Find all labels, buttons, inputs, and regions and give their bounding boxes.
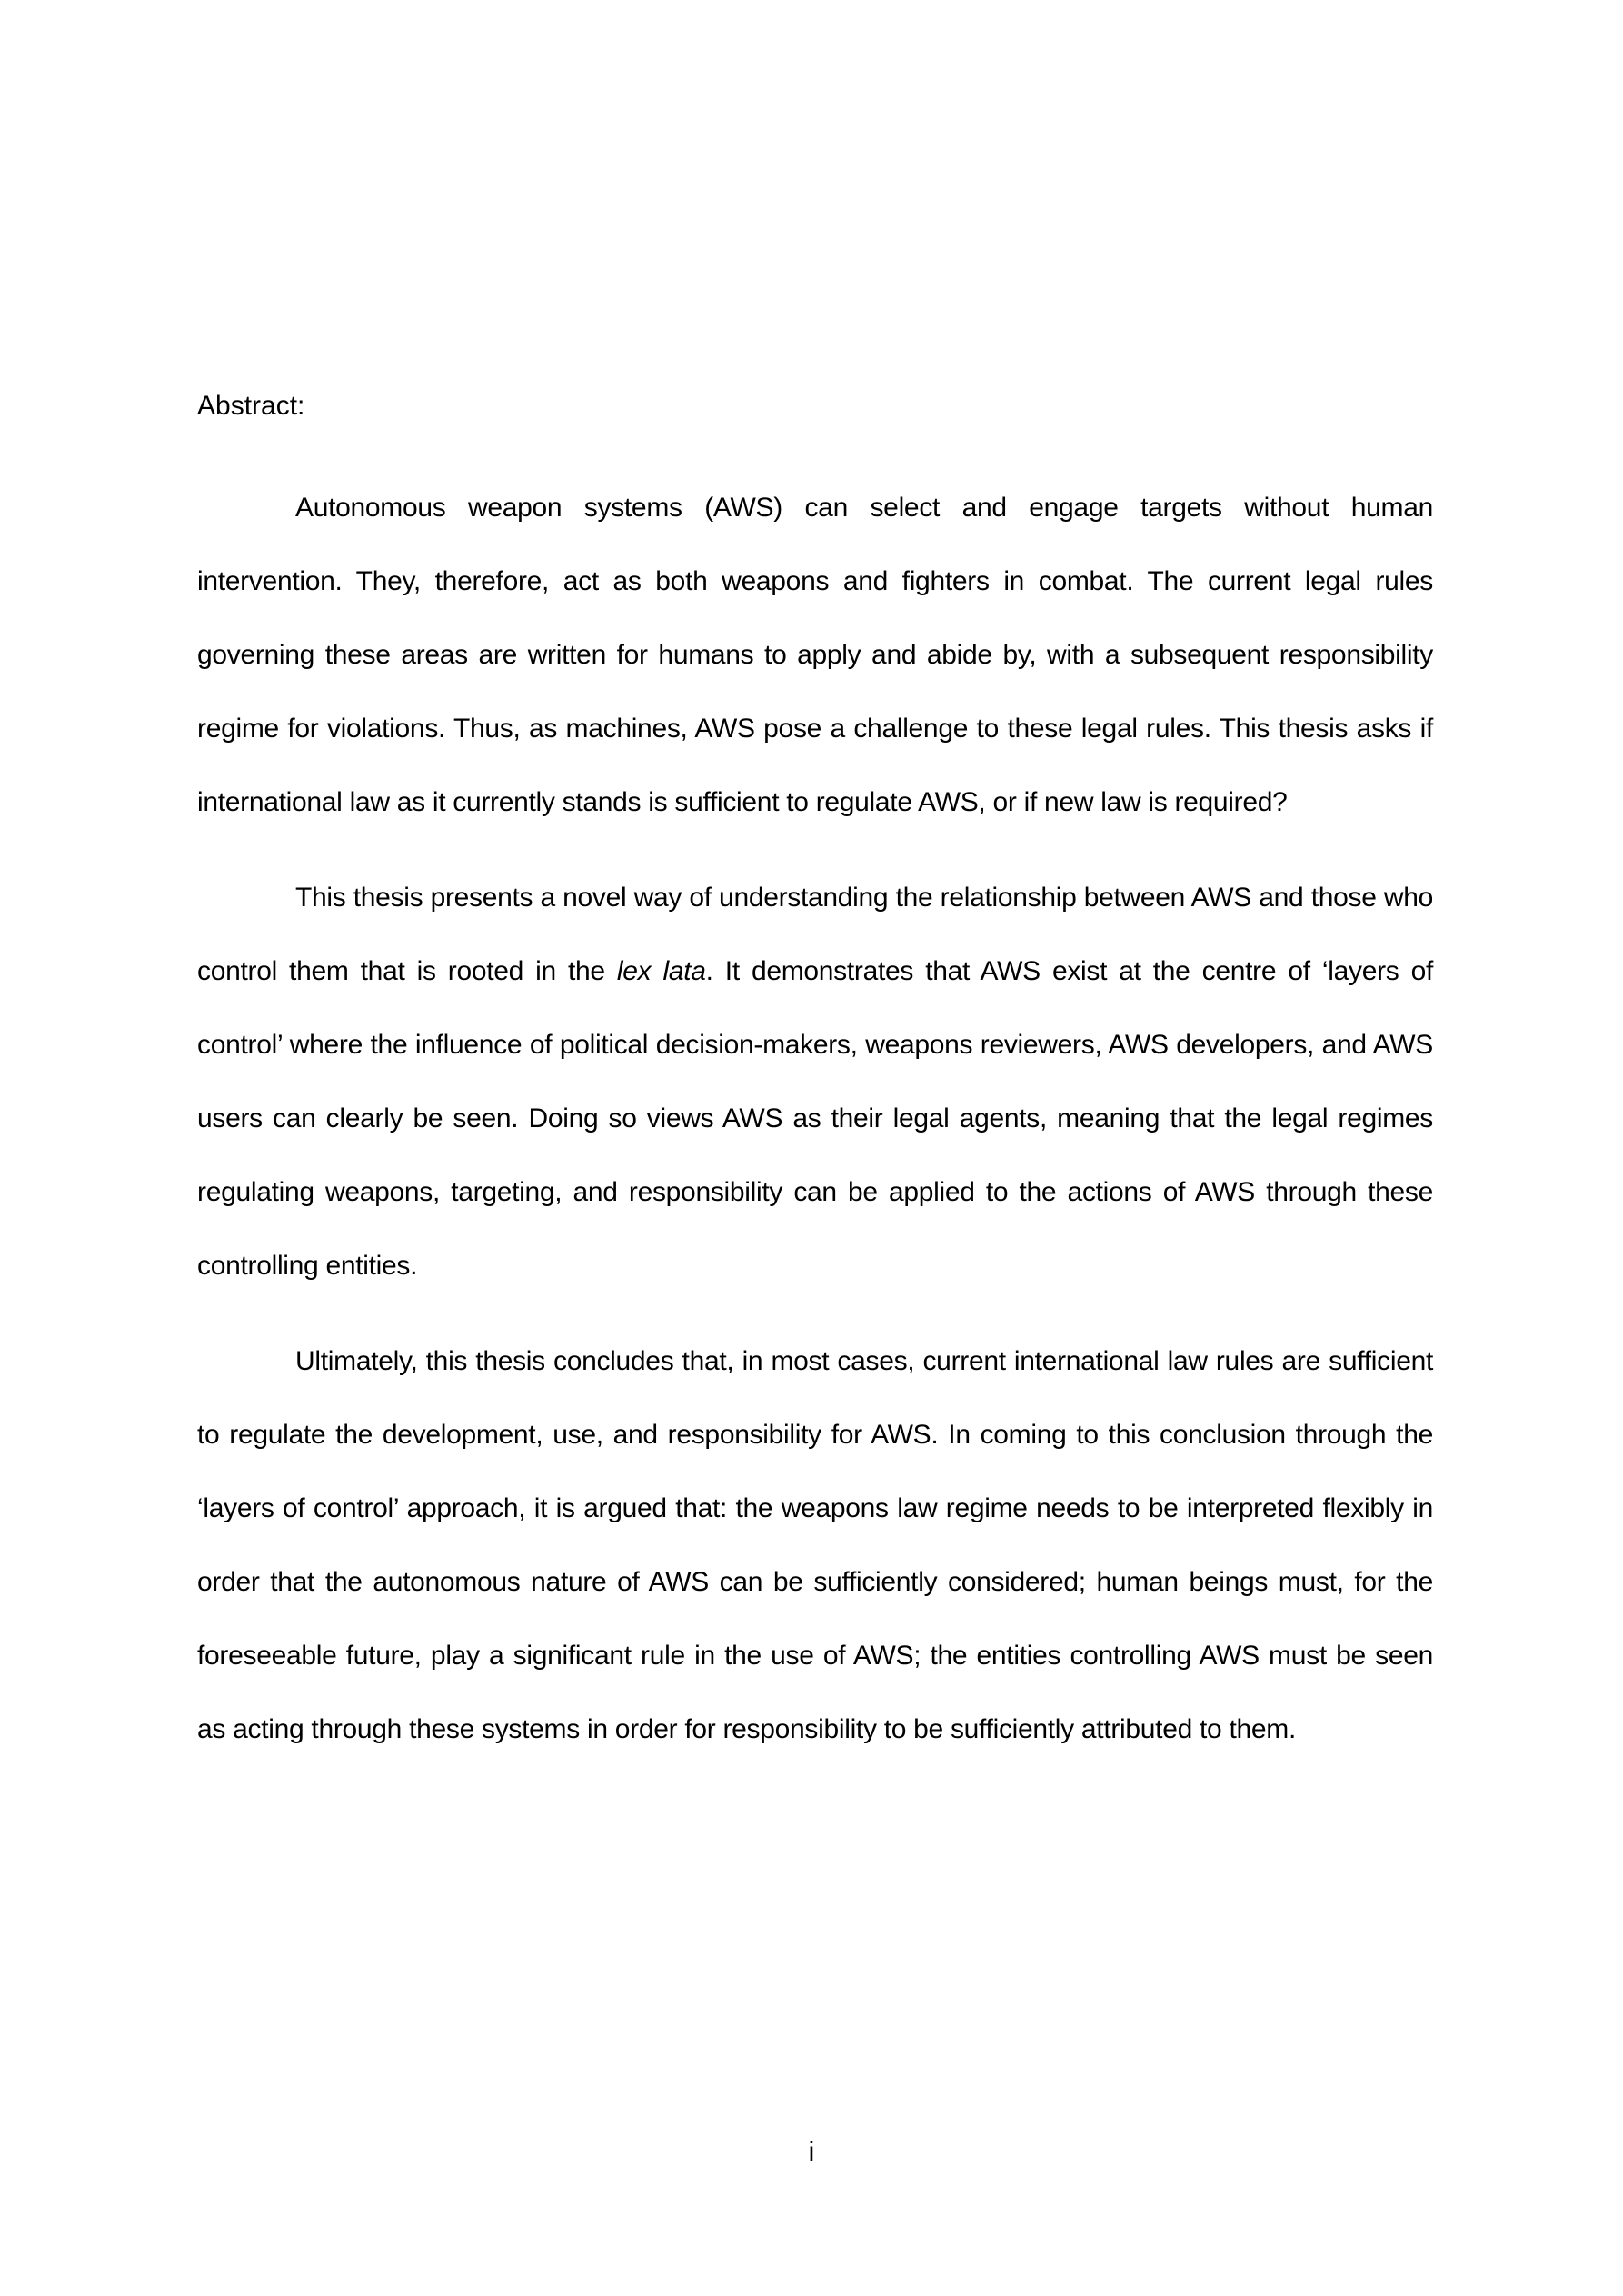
paragraph-2-text-start: This thesis presents a novel way of understanding the relationship between AWS and those who control them that is rooted in the: [197, 883, 1433, 986]
abstract-paragraph-2: [197, 861, 1433, 1303]
page-number: i: [808, 2137, 815, 2167]
abstract-paragraph-1: Autonomous weapon systems (AWS) can select and engage targets without human intervention. They, therefore, act as both weapons and fighters in combat. The current legal rules governing these areas are written for humans to apply and abide by, with a subsequent responsibility regime for violations. Thus, as machines, AWS pose a challenge to these legal rules. This thesis asks if international law as it currently stands is sufficient to regulate AWS, or if new law is required?: [197, 493, 1433, 817]
lex-lata-italic: lex lata: [616, 956, 706, 986]
abstract-section: [197, 382, 1433, 1788]
paragraph-2-text-end: . It demonstrates that AWS exist at the centre of ‘layers of control’ where the influence of political decision-makers, weapons reviewers, AWS developers, and AWS users can clearly be seen. Doing so views AWS as their legal agents, meaning that the legal regimes regulating weapons, targeting, and responsibility can be applied to the actions of AWS through these controlling entities.: [197, 956, 1433, 1281]
abstract-heading: Abstract:: [197, 391, 305, 421]
abstract-paragraph-3: Ultimately, this thesis concludes that, in most cases, current international law rules are sufficient to regulate the development, use, and responsibility for AWS. In coming to this conclusion through the ‘layers of control’ approach, it is argued that: the weapons law regime needs to be interpreted flexibly in order that the autonomous nature of AWS can be sufficiently considered; human beings must, for the foreseeable future, play a significant rule in the use of AWS; the entities controlling AWS must be seen as acting through these systems in order for responsibility to be sufficiently attributed to them.: [197, 1346, 1433, 1744]
